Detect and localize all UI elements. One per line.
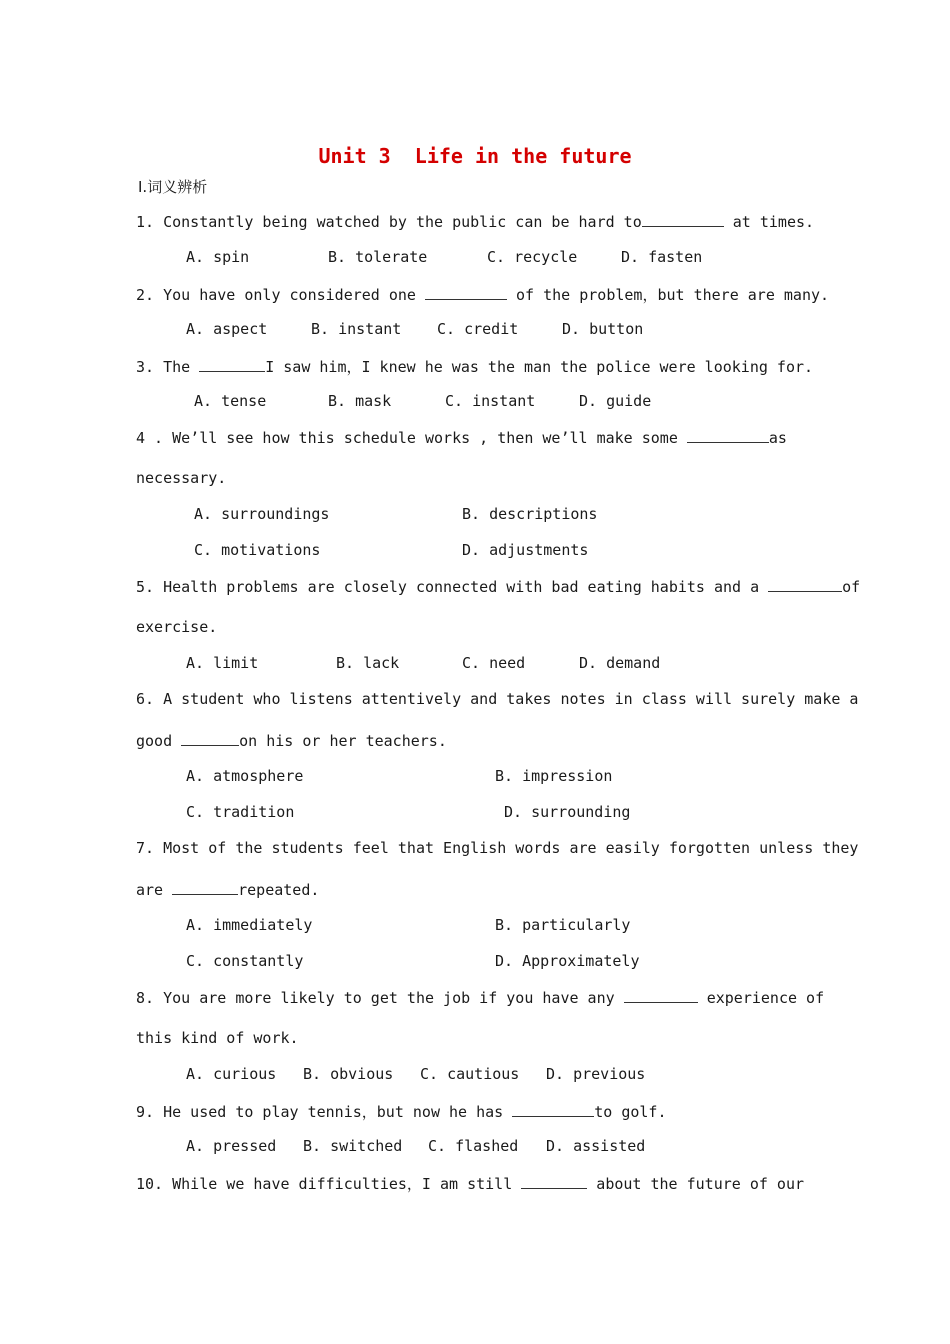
option-d[interactable]: D. assisted <box>546 1137 646 1155</box>
option-a[interactable]: A. surroundings <box>194 505 330 523</box>
question-2: 2. You have only considered one of the problem，but there are many. <box>136 286 830 304</box>
answer-blank[interactable] <box>768 577 842 592</box>
option-b[interactable]: B. particularly <box>495 916 631 934</box>
question-5: 5. Health problems are closely connected with bad eating habits and a of <box>136 578 861 596</box>
option-a[interactable]: A. immediately <box>186 916 313 934</box>
answer-blank[interactable] <box>624 988 698 1003</box>
option-a[interactable]: A. spin <box>186 248 250 266</box>
option-d[interactable]: D. button <box>562 320 644 338</box>
option-d[interactable]: D. fasten <box>621 248 703 266</box>
question-6-continuation: good on his or her teachers. <box>136 732 447 750</box>
question-9: 9. He used to play tennis，but now he has to golf. <box>136 1103 667 1121</box>
option-c[interactable]: C. constantly <box>186 952 304 970</box>
option-b[interactable]: B. mask <box>328 392 392 410</box>
page-title: Unit 3 Life in the future <box>318 144 632 168</box>
option-b[interactable]: B. impression <box>495 767 613 785</box>
option-d[interactable]: D. previous <box>546 1065 646 1083</box>
question-4: 4 . We’ll see how this schedule works , then we’ll make some as <box>136 429 787 447</box>
option-c[interactable]: C. motivations <box>194 541 321 559</box>
question-5-continuation: exercise. <box>136 618 218 636</box>
answer-blank[interactable] <box>512 1102 594 1117</box>
option-c[interactable]: C. flashed <box>428 1137 519 1155</box>
option-a[interactable]: A. curious <box>186 1065 277 1083</box>
option-d[interactable]: D. Approximately <box>495 952 640 970</box>
option-d[interactable]: D. demand <box>579 654 661 672</box>
option-c[interactable]: C. credit <box>437 320 519 338</box>
question-4-continuation: necessary. <box>136 469 227 487</box>
option-d[interactable]: D. adjustments <box>462 541 589 559</box>
question-8-continuation: this kind of work. <box>136 1029 299 1047</box>
option-d[interactable]: D. surrounding <box>504 803 631 821</box>
answer-blank[interactable] <box>425 285 507 300</box>
option-b[interactable]: B. switched <box>303 1137 403 1155</box>
question-6: 6. A student who listens attentively and takes notes in class will surely make a <box>136 690 859 708</box>
option-b[interactable]: B. tolerate <box>328 248 428 266</box>
option-a[interactable]: A. aspect <box>186 320 268 338</box>
answer-blank[interactable] <box>642 212 724 227</box>
question-3: 3. The I saw him，I knew he was the man the police were looking for. <box>136 358 814 376</box>
question-7: 7. Most of the students feel that English words are easily forgotten unless they <box>136 839 859 857</box>
option-a[interactable]: A. pressed <box>186 1137 277 1155</box>
option-a[interactable]: A. limit <box>186 654 259 672</box>
option-b[interactable]: B. instant <box>311 320 402 338</box>
answer-blank[interactable] <box>181 731 239 746</box>
option-c[interactable]: C. cautious <box>420 1065 520 1083</box>
answer-blank[interactable] <box>199 357 265 372</box>
section-heading: Ⅰ.词义辨析 <box>138 178 208 196</box>
option-b[interactable]: B. descriptions <box>462 505 598 523</box>
question-1: 1. Constantly being watched by the public can be hard to at times. <box>136 213 815 231</box>
answer-blank[interactable] <box>172 880 238 895</box>
option-d[interactable]: D. guide <box>579 392 652 410</box>
option-c[interactable]: C. tradition <box>186 803 295 821</box>
option-a[interactable]: A. tense <box>194 392 267 410</box>
option-b[interactable]: B. obvious <box>303 1065 394 1083</box>
question-8: 8. You are more likely to get the job if you have any experience of <box>136 989 825 1007</box>
answer-blank[interactable] <box>687 428 769 443</box>
option-a[interactable]: A. atmosphere <box>186 767 304 785</box>
option-b[interactable]: B. lack <box>336 654 400 672</box>
option-c[interactable]: C. recycle <box>487 248 578 266</box>
question-10: 10. While we have difficulties，I am still about the future of our <box>136 1175 805 1193</box>
question-7-continuation: are repeated. <box>136 881 320 899</box>
answer-blank[interactable] <box>521 1174 587 1189</box>
option-c[interactable]: C. need <box>462 654 526 672</box>
option-c[interactable]: C. instant <box>445 392 536 410</box>
